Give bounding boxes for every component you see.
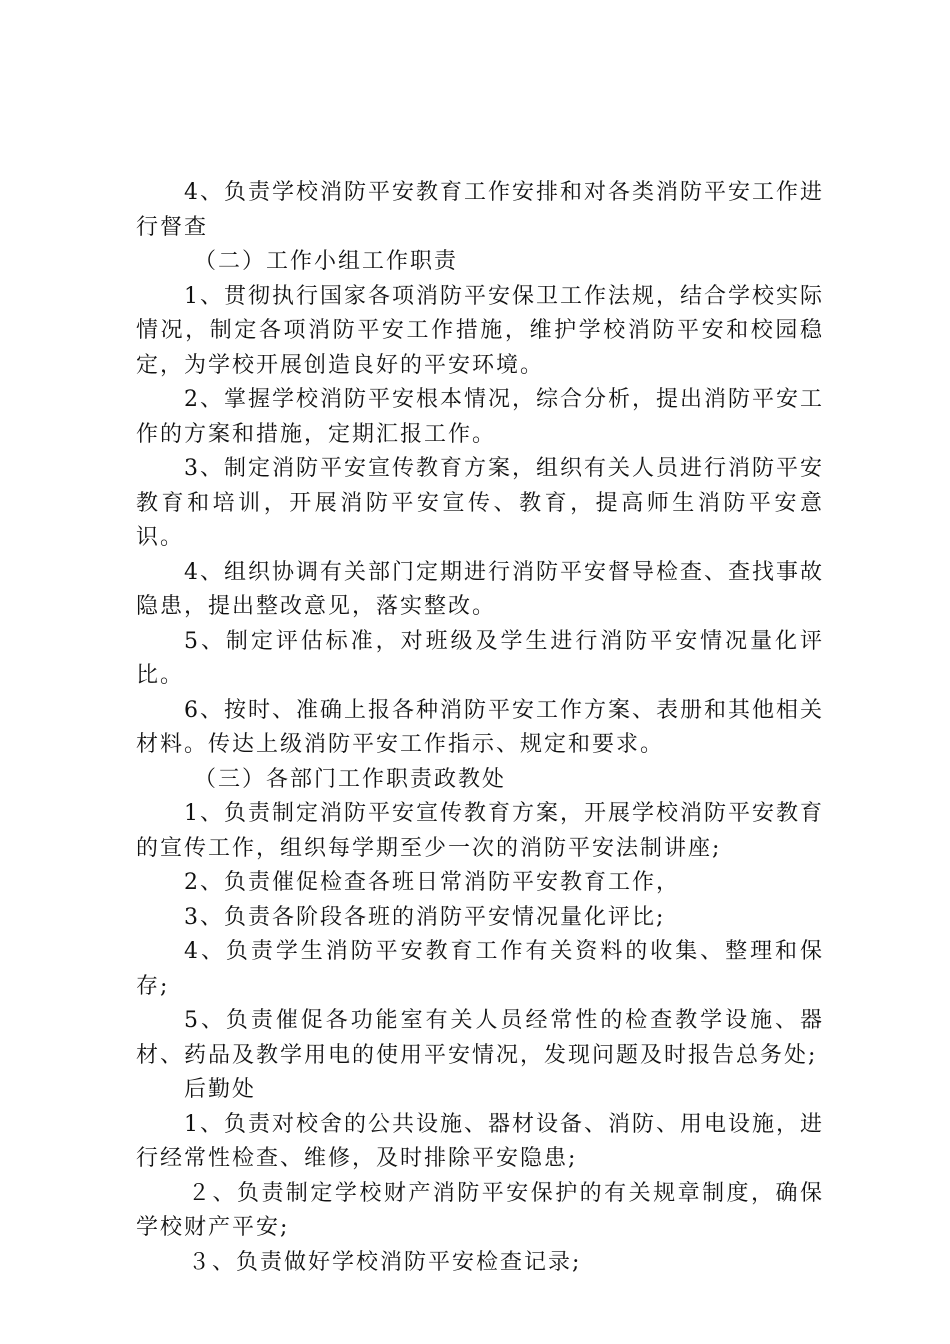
paragraph-political-duty-5: 5、负责催促各功能室有关人员经常性的检查教学设施、器材、药品及教学用电的使用平安情况，发现问题及时报告总务处; bbox=[136, 1008, 824, 1068]
paragraph-logistics-duty-2: ２、负责制定学校财产消防平安保护的有关规章制度，确保学校财产平安; bbox=[136, 1180, 824, 1240]
paragraph-group-duty-6: 6、按时、准确上报各种消防平安工作方案、表册和其他相关材料。传达上级消防平安工作指示、规定和要求。 bbox=[136, 697, 824, 757]
paragraph-group-duty-2: 2、掌握学校消防平安根本情况，综合分析，提出消防平安工作的方案和措施，定期汇报工作。 bbox=[136, 387, 824, 447]
paragraph-duty-4-supervision: 4、负责学校消防平安教育工作安排和对各类消防平安工作进行督查 bbox=[136, 180, 824, 240]
paragraph-logistics-duty-1: 1、负责对校舍的公共设施、器材设备、消防、用电设施，进行经常性检查、维修，及时排除平安隐患; bbox=[136, 1111, 824, 1171]
paragraph-group-duty-4: 4、组织协调有关部门定期进行消防平安督导检查、查找事故隐患，提出整改意见，落实整改。 bbox=[136, 559, 824, 619]
section-heading-departments: （三）各部门工作职责政教处 bbox=[194, 766, 507, 792]
paragraph-group-duty-3: 3、制定消防平安宣传教育方案，组织有关人员进行消防平安教育和培训，开展消防平安宣传、教育，提高师生消防平安意识。 bbox=[136, 456, 824, 550]
section-heading-working-group: （二）工作小组工作职责 bbox=[194, 249, 459, 274]
paragraph-logistics-duty-3: ３、负责做好学校消防平安检查记录; bbox=[188, 1249, 582, 1275]
paragraph-political-duty-2: 2、负责催促检查各班日常消防平安教育工作， bbox=[184, 870, 680, 895]
paragraph-group-duty-1: 1、贯彻执行国家各项消防平安保卫工作法规，结合学校实际情况，制定各项消防平安工作措施，维护学校消防平安和校园稳定，为学校开展创造良好的平安环境。 bbox=[136, 283, 824, 378]
paragraph-group-duty-5: 5、制定评估标准，对班级及学生进行消防平安情况量化评比。 bbox=[136, 628, 824, 688]
paragraph-political-duty-4: 4、负责学生消防平安教育工作有关资料的收集、整理和保存; bbox=[136, 939, 824, 999]
paragraph-political-duty-1: 1、负责制定消防平安宣传教育方案，开展学校消防平安教育的宣传工作，组织每学期至少一次的消防平安法制讲座; bbox=[136, 801, 824, 861]
paragraph-political-duty-3: 3、负责各阶段各班的消防平安情况量化评比; bbox=[184, 904, 666, 930]
section-heading-logistics: 后勤处 bbox=[184, 1077, 257, 1102]
document-body bbox=[136, 176, 824, 1280]
